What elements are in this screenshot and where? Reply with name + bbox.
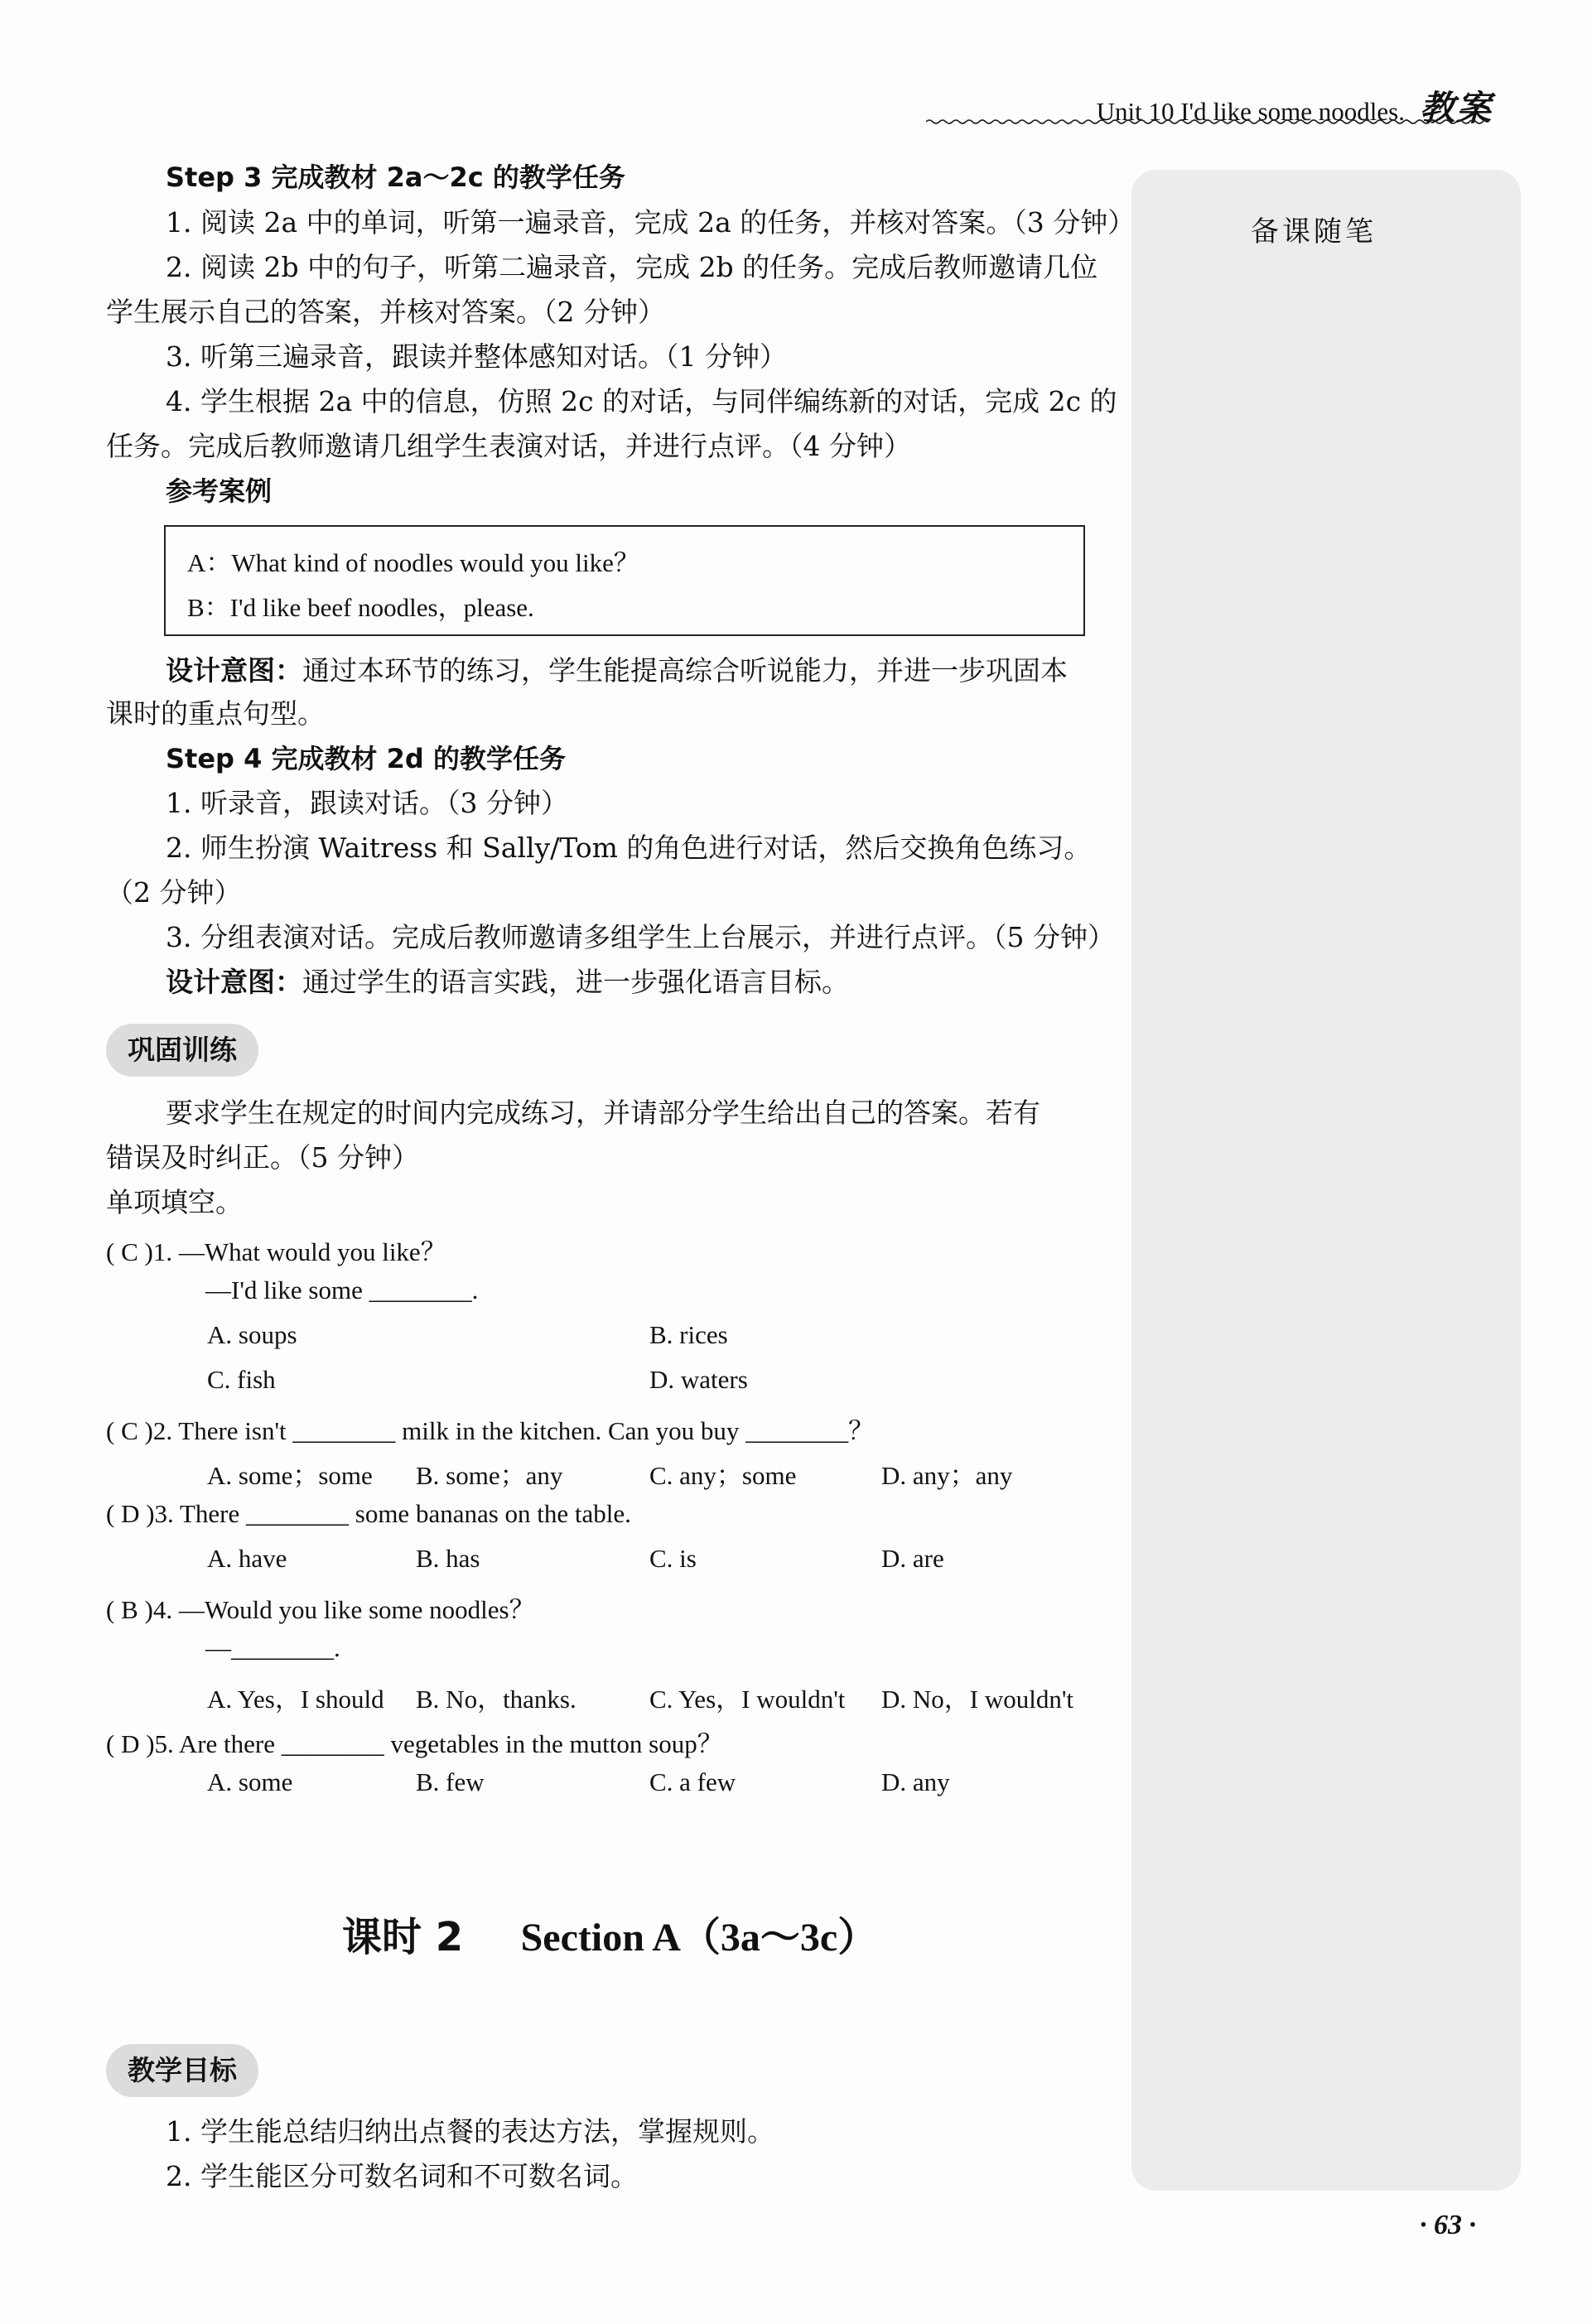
question-2-option-d: D. any；any — [881, 1461, 1013, 1490]
design-label: 设计意图： — [166, 966, 302, 998]
goal-item-2: 2. 学生能区分可数名词和不可数名词。 — [166, 2160, 638, 2192]
question-1-stem-2: —I'd like some ________. — [205, 1275, 479, 1304]
design-text: 通过学生的语言实践，进一步强化语言目标。 — [302, 966, 849, 998]
notes-column — [1131, 170, 1521, 2191]
question-1-option-a: A. soups — [207, 1320, 297, 1349]
question-4-option-a: A. Yes，I should — [207, 1685, 384, 1714]
step3-item-4-cont: 任务。完成后教师邀请几组学生表演对话，并进行点评。（4 分钟） — [106, 430, 911, 462]
question-3-option-a: A. have — [207, 1544, 287, 1573]
question-3-option-b: B. has — [416, 1544, 480, 1573]
step4-item-3: 3. 分组表演对话。完成后教师邀请多组学生上台展示，并进行点评。（5 分钟） — [166, 921, 1115, 953]
page-number: · 63 · — [1420, 2210, 1476, 2240]
step3-item-2: 2. 阅读 2b 中的句子，听第二遍录音，完成 2b 的任务。完成后教师邀请几位 — [166, 251, 1098, 283]
example-label: 参考案例 — [166, 475, 273, 507]
practice-subtitle: 单项填空。 — [106, 1186, 243, 1218]
brand-label: 教案 — [1419, 88, 1493, 128]
question-2-option-b: B. some；any — [416, 1461, 563, 1490]
question-4-stem-2: —________. — [205, 1633, 340, 1662]
question-1-stem: ( C )1. —What would you like？ — [106, 1237, 446, 1266]
goals-tag: 教学目标 — [106, 2044, 258, 2097]
lesson-2-title — [342, 1905, 877, 1962]
step3-item-1: 1. 阅读 2a 中的单词，听第一遍录音，完成 2a 的任务，并核对答案。（3 分钟） — [166, 206, 1136, 239]
question-3-option-c: C. is — [649, 1544, 697, 1573]
question-1-option-b: B. rices — [649, 1320, 728, 1349]
step4-item-1: 1. 听录音，跟读对话。（3 分钟） — [166, 787, 568, 819]
step4-title: Step 4 完成教材 2d 的教学任务 — [166, 743, 566, 774]
design-text: 通过本环节的练习，学生能提高综合听说能力，并进一步巩固本 — [302, 654, 1068, 687]
question-2-option-c: C. any；some — [649, 1461, 797, 1490]
question-1-option-c: C. fish — [207, 1365, 276, 1394]
question-3-option-d: D. are — [881, 1544, 944, 1573]
question-5-option-c: C. a few — [649, 1767, 736, 1796]
step3-item-2-cont: 学生展示自己的答案，并核对答案。（2 分钟） — [106, 296, 665, 328]
question-2-stem: ( C )2. There isn't ________ milk in the kitchen. Can you buy ________？ — [106, 1416, 875, 1445]
question-4-stem: ( B )4. —Would you like some noodles？ — [106, 1595, 535, 1624]
notes-column-title: 备课随笔 — [1251, 215, 1377, 248]
wavy-header-rule — [926, 118, 1493, 125]
unit-title: Unit 10 I'd like some noodles. — [1096, 97, 1405, 126]
practice-tag: 巩固训练 — [106, 1024, 258, 1077]
lesson-2-title-cn: 课时 2 — [342, 1914, 464, 1960]
example-line-b: B：I'd like beef noodles，please. — [187, 593, 534, 622]
question-4-option-d: D. No，I wouldn't — [881, 1685, 1074, 1714]
step4-item-2: 2. 师生扮演 Waitress 和 Sally/Tom 的角色进行对话，然后交换角色练习。 — [166, 832, 1092, 864]
practice-intro: 要求学生在规定的时间内完成练习，并请部分学生给出自己的答案。若有 — [166, 1097, 1040, 1129]
step3-title: Step 3 完成教材 2a～2c 的教学任务 — [166, 162, 625, 193]
example-dialogue-box — [164, 525, 1085, 636]
step3-item-3: 3. 听第三遍录音，跟读并整体感知对话。（1 分钟） — [166, 340, 787, 373]
example-line-a: A：What kind of noodles would you like？ — [187, 548, 639, 577]
question-2-option-a: A. some；some — [207, 1461, 373, 1490]
step3-design-intent — [166, 651, 1068, 691]
question-3-stem: ( D )3. There ________ some bananas on the table. — [106, 1499, 631, 1528]
question-4-option-c: C. Yes，I wouldn't — [649, 1685, 846, 1714]
question-1-option-d: D. waters — [649, 1365, 748, 1394]
design-label: 设计意图： — [166, 654, 302, 687]
question-5-option-b: B. few — [416, 1767, 485, 1796]
question-5-stem: ( D )5. Are there ________ vegetables in the mutton soup？ — [106, 1729, 723, 1758]
question-5-option-a: A. some — [207, 1767, 293, 1796]
lesson-2-title-en: Section A（3a～3c） — [520, 1916, 878, 1960]
step3-design-intent-cont: 课时的重点句型。 — [106, 697, 325, 730]
practice-intro-cont: 错误及时纠正。（5 分钟） — [106, 1141, 419, 1174]
question-4-option-b: B. No，thanks. — [416, 1685, 576, 1714]
goal-item-1: 1. 学生能总结归纳出点餐的表达方法，掌握规则。 — [166, 2115, 774, 2148]
step4-item-2-cont: （2 分钟） — [106, 876, 242, 909]
question-5-option-d: D. any — [881, 1767, 950, 1796]
step4-design-intent — [166, 962, 849, 1002]
step3-item-4: 4. 学生根据 2a 中的信息，仿照 2c 的对话，与同伴编练新的对话，完成 2c 的 — [166, 385, 1117, 417]
